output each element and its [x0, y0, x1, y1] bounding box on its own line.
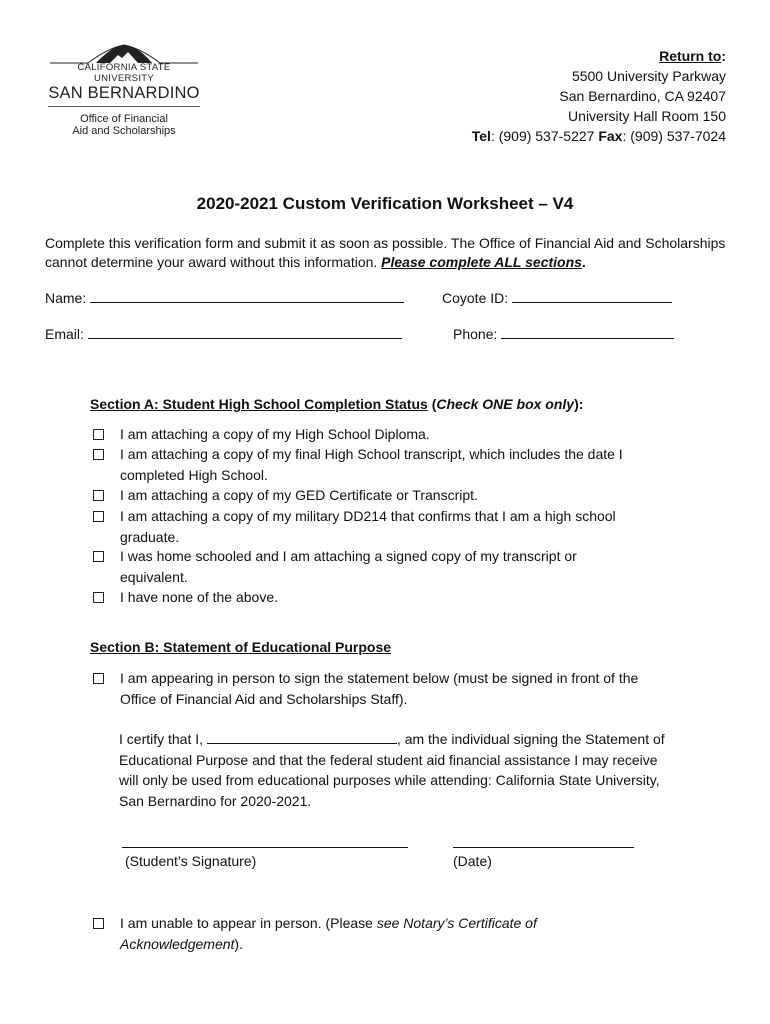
- option-text: I am appearing in person to sign the statement below (must be signed in front of the Office of Financial Aid and Scholarships Staff).: [120, 670, 639, 707]
- logo-university-line: CALIFORNIA STATE UNIVERSITY: [77, 62, 171, 84]
- checkbox-icon[interactable]: [93, 429, 104, 440]
- checkbox-icon[interactable]: [93, 673, 104, 684]
- logo-office-line2: Aid and Scholarships: [72, 125, 176, 137]
- unable-notary-reference: see Notary’s Certificate of Acknowledgement: [120, 915, 537, 952]
- option-text: I am attaching a copy of my High School Diploma.: [120, 426, 430, 442]
- checkbox-icon[interactable]: [93, 490, 104, 501]
- section-a-option-6[interactable]: [93, 587, 683, 608]
- fax-label: Fax: [598, 128, 623, 144]
- section-b-option-in-person[interactable]: [93, 668, 683, 709]
- certify-name-line[interactable]: [207, 729, 397, 744]
- intro-text: Complete this verification form and submit it as soon as possible. The Office of Financial Aid and Scholarships cannot determine your award without this information.: [45, 235, 726, 270]
- address-line3: University Hall Room 150: [568, 108, 726, 124]
- email-input-line[interactable]: [88, 324, 402, 339]
- certify-rest: Statement of Educational Purpose and that the federal student aid financial assistance I may receive will only be used from educational purposes while attending: California State University, San Bernardino for 2020-2021.: [119, 731, 665, 809]
- certification-statement: [119, 729, 679, 811]
- checkbox-icon[interactable]: [93, 511, 104, 522]
- checkbox-icon[interactable]: [93, 592, 104, 603]
- section-b-heading: [90, 639, 391, 655]
- section-a-option-2[interactable]: [93, 444, 683, 485]
- option-text: I am attaching a copy of my GED Certificate or Transcript.: [120, 487, 478, 503]
- email-field[interactable]: [45, 324, 402, 342]
- section-a-heading: Section A: Student High School Completion Status (Check ONE box only):: [90, 396, 584, 412]
- email-label: Email:: [45, 326, 84, 342]
- certify-prefix: I certify that I,: [119, 731, 204, 747]
- section-b-option-unable[interactable]: [93, 913, 653, 954]
- section-a-note: Check ONE box only: [436, 396, 575, 412]
- unable-prefix: I am unable to appear in person. (Please: [120, 915, 373, 931]
- name-field[interactable]: [45, 288, 404, 306]
- phone-field[interactable]: [453, 324, 674, 342]
- section-a-option-1[interactable]: [93, 424, 683, 445]
- name-label: Name:: [45, 290, 87, 306]
- coyote-id-field[interactable]: [442, 288, 672, 306]
- return-address: Return to: 5500 University Parkway San Bernardino, CA 92407 University Hall Room 150 Tel: (909) 537-5227 Fax: (909) 537-7024: [471, 48, 726, 144]
- signature-line[interactable]: [122, 847, 408, 848]
- certify-suffix: , am the individual signing the: [396, 731, 582, 747]
- contact-line: Tel: (909) 537-5227 Fax: (909) 537-7024: [471, 128, 726, 144]
- checkbox-icon[interactable]: [93, 551, 104, 562]
- coyote-id-label: Coyote ID:: [442, 290, 509, 306]
- section-a-option-5[interactable]: [93, 546, 683, 587]
- name-input-line[interactable]: [90, 288, 404, 303]
- date-caption: (Date): [453, 853, 492, 869]
- intro-emphasis: Please complete ALL sections: [381, 254, 582, 270]
- intro-paragraph: Complete this verification form and submit it as soon as possible. The Office of Financial Aid and Scholarships cannot determine your award without this information. Please complete ALL sections.: [45, 235, 726, 270]
- section-b-title: Section B: Statement of Educational Purpose: [90, 639, 392, 655]
- option-text: I have none of the above.: [120, 589, 279, 605]
- address-line1: 5500 University Parkway: [571, 68, 726, 84]
- section-a-option-3[interactable]: [93, 485, 683, 506]
- checkbox-icon[interactable]: [93, 449, 104, 460]
- logo-divider: [48, 106, 200, 107]
- option-text: I am attaching a copy of my final High School transcript, which includes the date I completed High School.: [120, 446, 623, 483]
- date-line[interactable]: [453, 847, 634, 848]
- signature-caption: (Student’s Signature): [125, 853, 257, 869]
- phone-input-line[interactable]: [501, 324, 674, 339]
- fax-number: (909) 537-7024: [630, 128, 726, 144]
- tel-label: Tel: [471, 128, 491, 144]
- address-line2: San Bernardino, CA 92407: [559, 88, 726, 104]
- return-to-label: Return to: [659, 48, 722, 64]
- logo-office-line1: Office of Financial: [80, 113, 168, 125]
- phone-label: Phone:: [453, 326, 498, 342]
- option-text: I am attaching a copy of my military DD214 that confirms that I am a high school graduate.: [120, 508, 616, 545]
- page-title: 2020-2021 Custom Verification Worksheet – V4: [196, 194, 574, 213]
- section-a-title: Section A: Student High School Completion Status: [90, 396, 428, 412]
- checkbox-icon[interactable]: [93, 918, 104, 929]
- university-logo: [48, 42, 208, 137]
- mountain-logo-icon: [48, 42, 200, 64]
- section-a-option-4[interactable]: [93, 506, 683, 547]
- unable-suffix: ).: [234, 935, 243, 952]
- tel-number: (909) 537-5227: [498, 128, 595, 144]
- coyote-id-input-line[interactable]: [512, 288, 672, 303]
- option-text: I was home schooled and I am attaching a signed copy of my transcript or equivalent.: [120, 548, 577, 585]
- logo-campus-name: SAN BERNARDINO: [48, 84, 200, 102]
